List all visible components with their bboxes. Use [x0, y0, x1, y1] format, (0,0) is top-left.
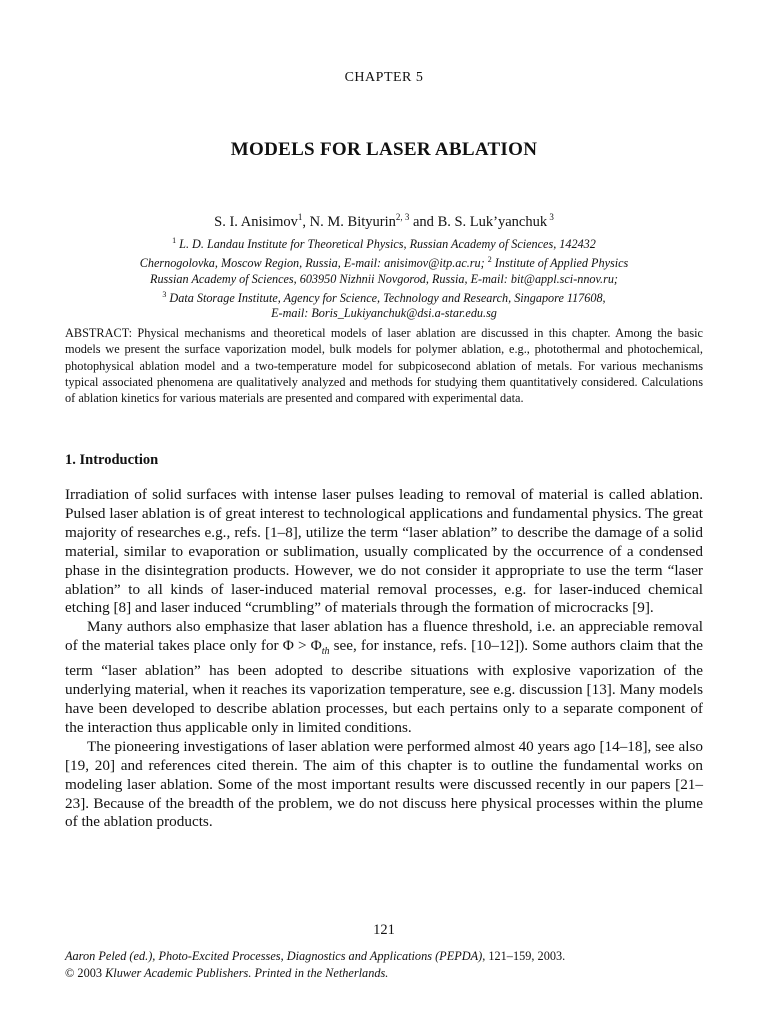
- author-name: S. I. Anisimov: [214, 213, 298, 230]
- footer-line: Aaron Peled (ed.), Photo-Excited Processes, Diagnostics and Applications (PEPDA), 121–159, 2003.: [65, 949, 566, 963]
- paragraph: Irradiation of solid surfaces with intense laser pulses leading to removal of material is called ablation. Pulsed laser ablation is of great interest to technological applications and fundamental physics. The great majority of researches e.g., refs. [1–8], utilize the term “laser ablation” to describe the damage of a solid material, similar to evaporation or sublimation, usually complicated by the occurrence of a condensed phase in the disintegration products. However, we do not consider it appropriate to use the term “laser ablation” to all kinds of laser-induced material removal processes, e.g. for laser-induced chemical etching [8] and laser induced “crumbling” of materials through the formation of microcracks [9].: [65, 486, 703, 617]
- author-affiliation-mark: 1: [297, 212, 303, 222]
- body-text: [65, 486, 703, 832]
- chapter-title: MODELS FOR LASER ABLATION: [230, 139, 538, 160]
- affiliations: [40, 233, 728, 322]
- affiliation-line: $^3$ Data Storage Institute, Agency for Science, Technology and Research, Singapore 117608,: [162, 290, 606, 306]
- section-heading: 1. Introduction: [65, 452, 159, 468]
- paragraph: Many authors also emphasize that laser ablation has a fluence threshold, i.e. an appreciable removal of the material takes place only for $\Phi > \Phi_{th}$ see, for instance, refs. [10–12]). Some authors claim that the term “laser ablation” has been adopted to describe situations with explosive vaporization of the underlying material, when it reaches its vaporization temperature, see e.g. discussion [13]. Many models have been developed to describe ablation processes, but each pertains only to a separate component of the interaction thus applicable only in limited conditions.: [65, 618, 703, 736]
- affiliation-line: E-mail: Boris_Lukiyanchuk@dsi.a-star.edu.sg: [271, 306, 497, 321]
- affiliation-line: $^1$ L. D. Landau Institute for Theoretical Physics, Russian Academy of Sciences, 142432: [172, 236, 596, 252]
- paragraph: The pioneering investigations of laser ablation were performed almost 40 years ago [14–18], see also [19, 20] and references cited therein. The aim of this chapter is to outline the fundamental works on modeling laser ablation. Some of the most important results were discussed recently in our papers [21–23]. Because of the breadth of the problem, we do not discuss here physical processes within the plume of the ablation products.: [65, 737, 703, 831]
- abstract: ABSTRACT: Physical mechanisms and theoretical models of laser ablation are discussed in this chapter. Among the basic models we present the surface vaporization model, bulk models for polymer ablation, e.g., photothermal and photochemical, photophysical ablation model and a two-temperature model for subpicosecond ablation of metals. For various mechanisms typical associated phenomena are qualitatively analyzed and methods for studying them quantitatively considered. Calculations of ablation kinetics for various materials are presented and compared with experimental data.: [65, 326, 703, 406]
- chapter-label: CHAPTER 5: [344, 70, 424, 85]
- author-separator: and: [409, 213, 438, 230]
- footer-line: © 2003 Kluwer Academic Publishers. Printed in the Netherlands.: [65, 965, 389, 980]
- author-name: B. S. Luk’yanchuk: [437, 213, 548, 230]
- author-separator: ,: [302, 213, 310, 230]
- publication-footer: [65, 948, 703, 981]
- author-affiliation-mark: 2, 3: [395, 212, 410, 222]
- page-number: 121: [373, 922, 395, 938]
- affiliation-line: Chernogolovka, Moscow Region, Russia, E-mail: anisimov@itp.ac.ru; $^2$ Institute of Applied Physics: [139, 255, 629, 271]
- author-list: [0, 212, 768, 231]
- author-name: N. M. Bityurin: [309, 213, 396, 230]
- author-affiliation-mark: 3: [547, 212, 554, 222]
- affiliation-line: Russian Academy of Sciences, 603950 Nizhnii Novgorod, Russia, E-mail: bit@appl.sci-nnov.ru;: [150, 271, 618, 286]
